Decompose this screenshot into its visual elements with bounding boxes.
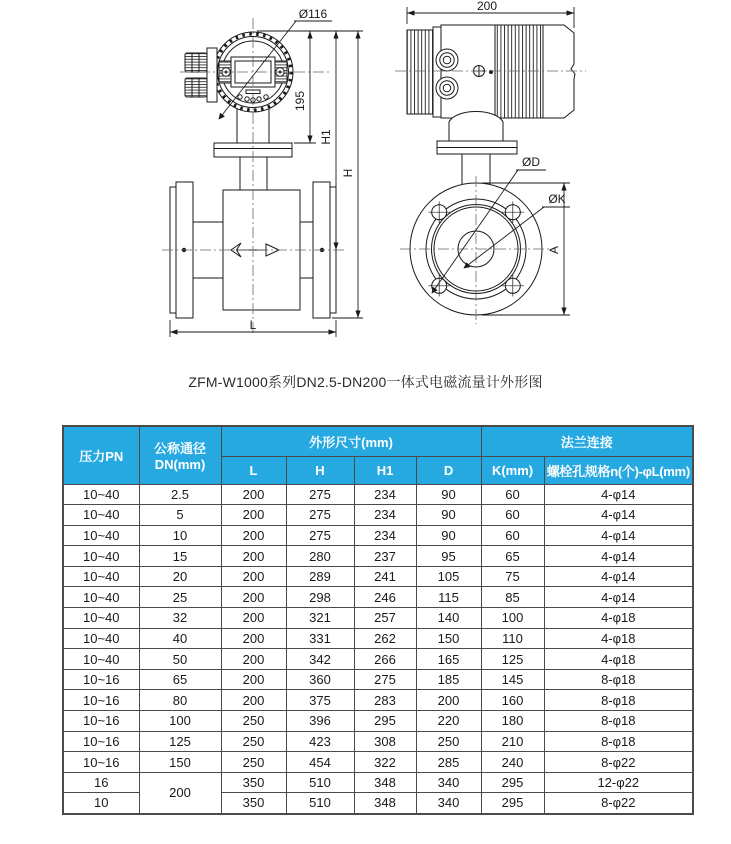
table-cell: 308 [354,731,416,752]
table-cell: 15 [139,546,221,567]
dim-label-bolt-circle: ØK [548,192,566,206]
table-row [63,690,693,711]
table-cell: 4-φ14 [544,566,693,587]
table-cell: 350 [221,793,286,814]
table-cell: 10~40 [63,587,139,608]
table-cell: 25 [139,587,221,608]
col-group-dimensions: 外形尺寸(mm) [221,426,481,456]
table-cell: 10~40 [63,566,139,587]
table-cell: 285 [416,752,481,773]
table-cell: 4-φ14 [544,546,693,567]
neck-and-flange-side [437,112,517,185]
table-cell: 210 [481,731,544,752]
table-row [63,669,693,690]
table-cell: 90 [416,484,481,505]
table-cell: 200 [221,587,286,608]
table-cell: 200 [221,484,286,505]
table-cell: 331 [286,628,354,649]
table-cell: 4-φ14 [544,505,693,526]
col-header-h: H [286,456,354,484]
table-cell: 85 [481,587,544,608]
table-cell: 510 [286,793,354,814]
table-cell: 40 [139,628,221,649]
table-cell: 95 [416,546,481,567]
table-row [63,566,693,587]
table-cell: 340 [416,772,481,793]
table-cell: 8-φ18 [544,690,693,711]
col-header-l: L [221,456,286,484]
table-cell: 200 [139,772,221,813]
outline-drawing [0,0,731,362]
table-cell: 200 [221,505,286,526]
cable-glands-front [185,48,217,102]
table-cell: 90 [416,525,481,546]
table-cell: 75 [481,566,544,587]
table-cell: 234 [354,525,416,546]
table-cell: 350 [221,772,286,793]
table-cell: 50 [139,649,221,670]
table-cell: 275 [286,525,354,546]
table-cell: 348 [354,793,416,814]
table-cell: 10~40 [63,628,139,649]
table-cell: 4-φ18 [544,608,693,629]
table-cell: 165 [416,649,481,670]
table-cell: 4-φ14 [544,484,693,505]
table-cell: 8-φ22 [544,752,693,773]
table-cell: 200 [221,608,286,629]
table-cell: 250 [221,731,286,752]
table-cell: 241 [354,566,416,587]
table-cell: 8-φ18 [544,711,693,732]
table-cell: 246 [354,587,416,608]
dim-label-h1: H1 [319,129,333,145]
table-cell: 4-φ14 [544,587,693,608]
table-cell: 200 [221,566,286,587]
table-cell: 295 [481,772,544,793]
table-cell: 200 [221,525,286,546]
table-cell: 10~40 [63,484,139,505]
table-row [63,752,693,773]
table-cell: 322 [354,752,416,773]
table-cell: 200 [221,669,286,690]
table-cell: 10~40 [63,505,139,526]
table-cell: 240 [481,752,544,773]
table-cell: 100 [139,711,221,732]
table-cell: 375 [286,690,354,711]
table-cell: 32 [139,608,221,629]
table-cell: 10~16 [63,731,139,752]
table-row [63,546,693,567]
table-cell: 10~16 [63,752,139,773]
table-cell: 423 [286,731,354,752]
spec-table [62,425,694,815]
table-cell: 396 [286,711,354,732]
table-row [63,628,693,649]
table-cell: 180 [481,711,544,732]
table-cell: 295 [481,793,544,814]
col-header-bolt-spec: 螺栓孔规格n(个)-φL(mm) [544,456,693,484]
table-cell: 100 [481,608,544,629]
table-cell: 65 [481,546,544,567]
table-cell: 10~16 [63,711,139,732]
col-header-nominal-diameter: 公称通径 DN(mm) [139,426,221,484]
table-cell: 60 [481,505,544,526]
table-cell: 10~40 [63,649,139,670]
table-cell: 250 [221,752,286,773]
table-cell: 4-φ14 [544,525,693,546]
dim-label-a: A [547,245,561,255]
col-header-d: D [416,456,481,484]
col-header-k: K(mm) [481,456,544,484]
table-cell: 220 [416,711,481,732]
table-cell: 454 [286,752,354,773]
table-row [63,649,693,670]
table-cell: 298 [286,587,354,608]
table-cell: 115 [416,587,481,608]
table-cell: 140 [416,608,481,629]
table-cell: 234 [354,505,416,526]
drawing-caption: ZFM-W1000系列DN2.5-DN200一体式电磁流量计外形图 [188,374,543,390]
table-cell: 321 [286,608,354,629]
dim-label-200: 200 [476,0,498,13]
table-cell: 340 [416,793,481,814]
col-header-pressure: 压力PN [63,426,139,484]
dim-label-l: L [249,318,257,332]
table-row [63,525,693,546]
table-cell: 200 [416,690,481,711]
table-cell: 12-φ22 [544,772,693,793]
table-cell: 150 [416,628,481,649]
dim-label-head-diameter: Ø116 [298,7,328,21]
table-cell: 275 [286,484,354,505]
table-cell: 160 [481,690,544,711]
table-cell: 10~16 [63,669,139,690]
table-cell: 262 [354,628,416,649]
table-cell: 150 [139,752,221,773]
table-cell: 10~40 [63,525,139,546]
table-cell: 2.5 [139,484,221,505]
side-view [407,25,575,315]
table-cell: 266 [354,649,416,670]
table-row [63,484,693,505]
table-cell: 5 [139,505,221,526]
spec-table-header [63,426,693,484]
table-cell: 200 [221,690,286,711]
table-cell: 80 [139,690,221,711]
table-cell: 200 [221,628,286,649]
table-cell: 348 [354,772,416,793]
table-cell: 10 [63,793,139,814]
table-cell: 65 [139,669,221,690]
table-row [63,711,693,732]
col-group-flange: 法兰连接 [481,426,693,456]
dim-label-195: 195 [293,90,307,112]
dim-label-flange-d: ØD [522,155,540,169]
table-cell: 237 [354,546,416,567]
table-row [63,608,693,629]
table-cell: 200 [221,546,286,567]
table-row [63,587,693,608]
table-cell: 234 [354,484,416,505]
table-cell: 8-φ22 [544,793,693,814]
table-cell: 10 [139,525,221,546]
table-cell: 360 [286,669,354,690]
table-row [63,731,693,752]
table-cell: 510 [286,772,354,793]
table-cell: 185 [416,669,481,690]
table-cell: 8-φ18 [544,731,693,752]
table-cell: 295 [354,711,416,732]
table-cell: 10~40 [63,546,139,567]
table-cell: 342 [286,649,354,670]
table-row [63,772,693,793]
dim-label-h: H [341,168,355,178]
table-cell: 257 [354,608,416,629]
table-cell: 105 [416,566,481,587]
table-cell: 283 [354,690,416,711]
table-cell: 250 [416,731,481,752]
table-cell: 20 [139,566,221,587]
table-cell: 125 [139,731,221,752]
col-header-h1: H1 [354,456,416,484]
spec-table-body [63,484,693,814]
table-cell: 10~40 [63,608,139,629]
table-cell: 110 [481,628,544,649]
table-cell: 275 [286,505,354,526]
table-cell: 8-φ18 [544,669,693,690]
table-cell: 145 [481,669,544,690]
table-cell: 90 [416,505,481,526]
table-cell: 16 [63,772,139,793]
converter-housing-side [407,25,575,118]
table-cell: 60 [481,484,544,505]
table-cell: 275 [354,669,416,690]
table-row [63,505,693,526]
table-cell: 280 [286,546,354,567]
table-cell: 250 [221,711,286,732]
table-cell: 60 [481,525,544,546]
table-cell: 4-φ18 [544,649,693,670]
table-cell: 4-φ18 [544,628,693,649]
table-cell: 10~16 [63,690,139,711]
table-cell: 200 [221,649,286,670]
table-cell: 125 [481,649,544,670]
table-cell: 289 [286,566,354,587]
